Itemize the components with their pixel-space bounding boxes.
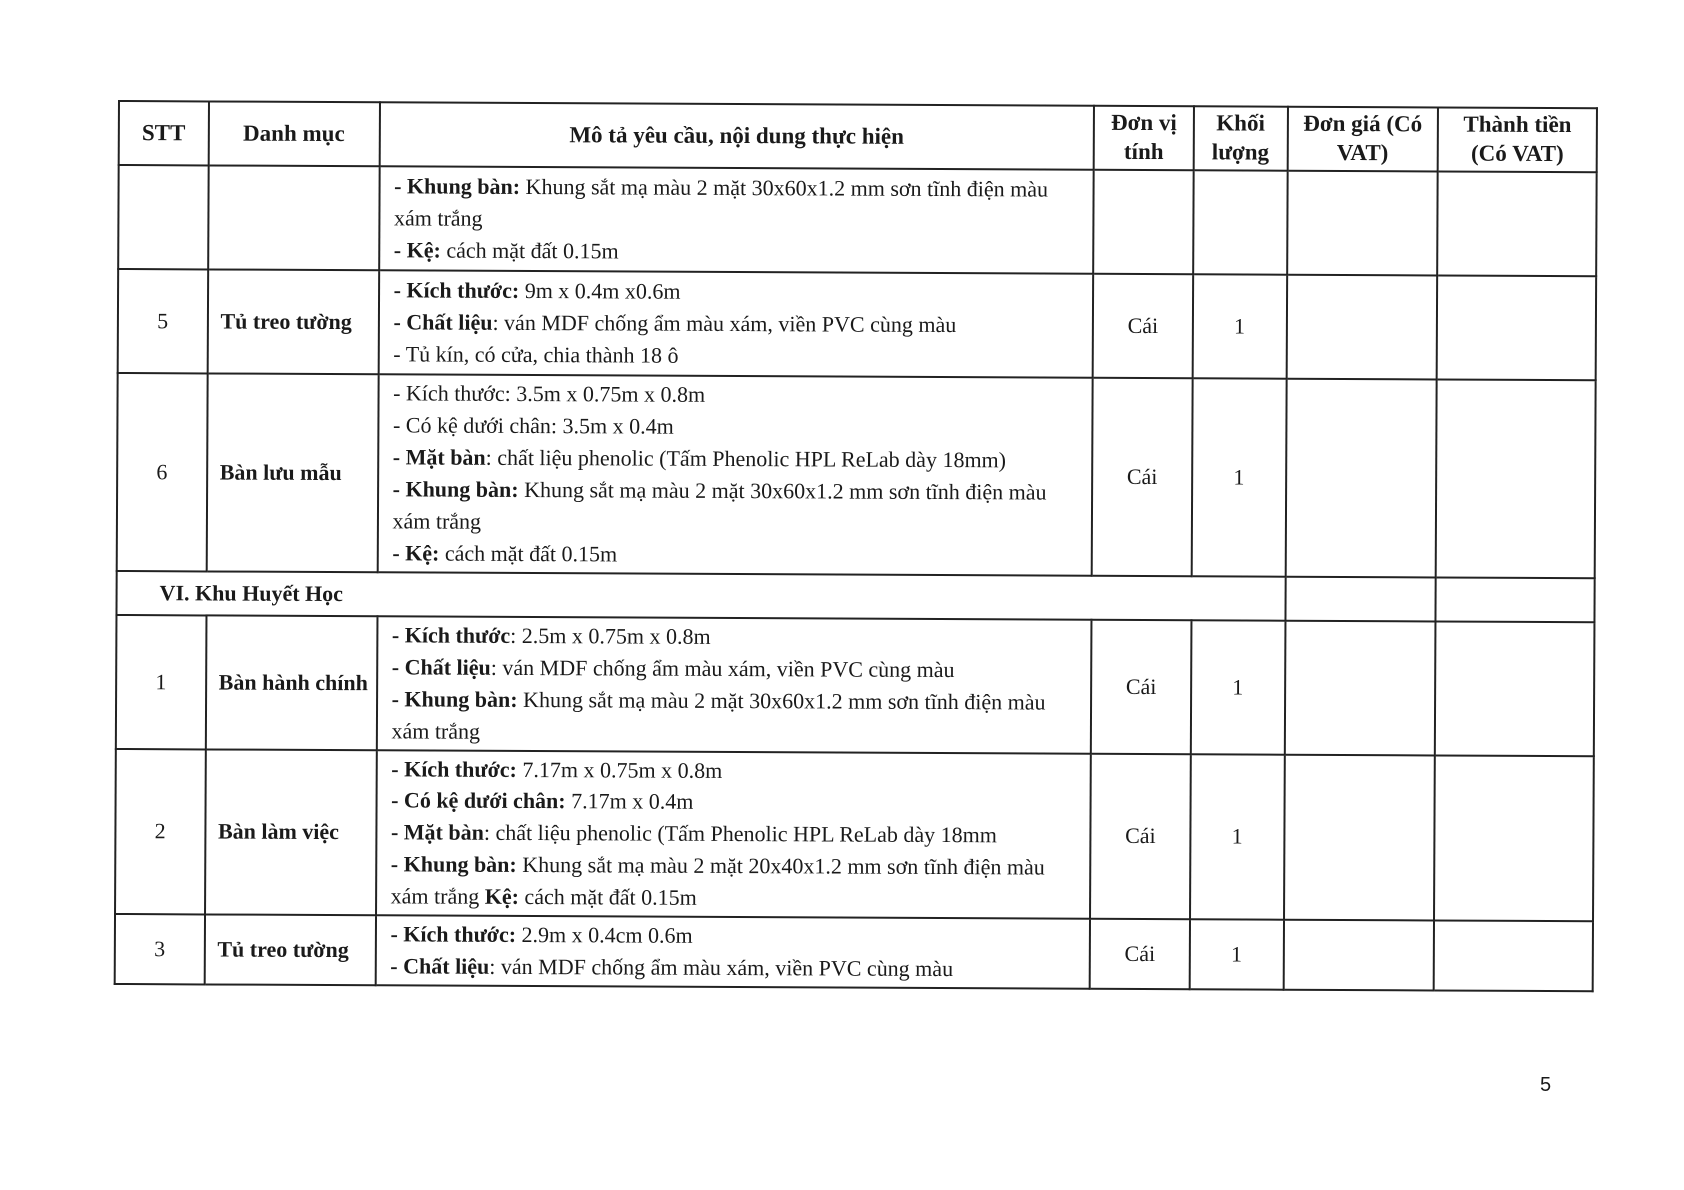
header-thanh-tien: Thành tiền (Có VAT)	[1438, 107, 1597, 172]
quantity-cell: 1	[1190, 919, 1284, 989]
stt-cell	[118, 165, 208, 269]
description-cell	[376, 750, 1091, 919]
unit-cell: Cái	[1090, 919, 1190, 989]
section-numeral: VI.	[159, 580, 190, 606]
unit-price-cell	[1286, 275, 1437, 380]
category-cell: Bàn lưu mẫu	[206, 373, 378, 572]
description-cell	[377, 374, 1093, 575]
category-cell: Bàn hành chính	[205, 615, 377, 749]
unit-cell: Cái	[1092, 378, 1193, 576]
unit-price-cell	[1285, 577, 1436, 622]
stt-cell: 6	[117, 373, 208, 571]
desc-line: - Khung bàn: Khung sắt mạ màu 2 mặt 30x60x1.2 mm sơn tĩnh điện màu xám trắng	[392, 476, 1047, 534]
category-cell: Bàn làm việc	[205, 749, 377, 915]
unit-price-cell	[1285, 379, 1437, 578]
header-danh-muc: Danh mục	[208, 101, 379, 166]
desc-line: - Có kệ dưới chân: 7.17m x 0.4m	[391, 787, 694, 815]
desc-line: - Kích thước: 7.17m x 0.75m x 0.8m	[391, 755, 723, 783]
description-cell	[376, 616, 1091, 753]
desc-line: - Chất liệu: ván MDF chống ẩm màu xám, viền PVC cùng màu	[390, 953, 954, 981]
unit-price-cell	[1283, 920, 1434, 991]
total-price-cell	[1436, 577, 1595, 622]
unit-cell: Cái	[1091, 620, 1191, 754]
description-cell	[375, 915, 1090, 988]
total-price-cell	[1434, 755, 1594, 921]
page-number: 5	[1540, 1074, 1552, 1096]
desc-line: - Kích thước: 9m x 0.4m x0.6m	[393, 277, 681, 304]
section-row	[116, 571, 1594, 622]
desc-line: - Kích thước: 2.5m x 0.75m x 0.8m	[391, 622, 711, 649]
section-title: Khu Huyết Học	[194, 580, 344, 607]
unit-price-cell	[1287, 171, 1438, 276]
total-price-cell	[1434, 920, 1593, 991]
desc-line: - Kích thước: 3.5m x 0.75m x 0.8m	[393, 380, 706, 408]
total-price-cell	[1435, 621, 1594, 755]
desc-line: - Tủ kín, có cửa, chia thành 18 ô	[393, 341, 679, 368]
quantity-cell: 1	[1192, 378, 1287, 576]
header-mo-ta: Mô tả yêu cầu, nội dung thực hiện	[379, 102, 1094, 169]
desc-line: - Chất liệu: ván MDF chống ẩm màu xám, viền PVC cùng màu	[391, 654, 955, 682]
stt-cell: 1	[116, 615, 206, 749]
header-stt: STT	[119, 101, 209, 165]
header-don-gia: Đơn giá (Có VAT)	[1287, 107, 1438, 172]
table-row	[116, 615, 1595, 756]
category-cell	[208, 165, 380, 270]
total-price-cell	[1437, 171, 1596, 276]
quantity-cell: 1	[1191, 620, 1285, 754]
stt-cell: 3	[115, 914, 205, 984]
unit-price-cell	[1284, 754, 1435, 920]
desc-line: - Khung bàn: Khung sắt mạ màu 2 mặt 30x60x1.2 mm sơn tĩnh điện màu xám trắng	[393, 173, 1049, 231]
category-cell: Tủ treo tường	[207, 269, 379, 374]
category-cell: Tủ treo tường	[204, 914, 375, 985]
desc-line: - Khung bàn: Khung sắt mạ màu 2 mặt 30x60x1.2 mm sơn tĩnh điện màu xám trắng	[391, 686, 1046, 744]
unit-cell: Cái	[1090, 753, 1191, 919]
total-price-cell	[1437, 275, 1596, 380]
table-header-row	[119, 101, 1597, 172]
desc-line: - Kệ: cách mặt đất 0.15m	[392, 540, 618, 567]
quantity-cell: 1	[1193, 274, 1287, 378]
total-price-cell	[1436, 379, 1596, 578]
desc-line: - Mặt bàn: chất liệu phenolic (Tấm Phenolic HPL ReLab dày 18mm)	[392, 444, 1007, 473]
table-row	[115, 749, 1594, 922]
description-cell	[379, 166, 1094, 273]
desc-line: - Kệ: cách mặt đất 0.15m	[393, 237, 619, 264]
quantity-cell: 1	[1190, 754, 1284, 920]
quantity-cell	[1193, 170, 1287, 274]
header-don-vi: Đơn vị tính	[1094, 106, 1194, 170]
table-row	[118, 269, 1596, 380]
desc-line: - Chất liệu: ván MDF chống ẩm màu xám, viền PVC cùng màu	[393, 309, 957, 338]
desc-line: - Mặt bàn: chất liệu phenolic (Tấm Phenolic HPL ReLab dày 18mm	[390, 819, 997, 848]
unit-price-cell	[1284, 621, 1435, 755]
desc-line: - Có kệ dưới chân: 3.5m x 0.4m	[392, 412, 674, 439]
section-title-cell	[116, 571, 1285, 621]
stt-cell: 2	[115, 749, 205, 915]
header-khoi-luong: Khối lượng	[1194, 106, 1288, 170]
table-row	[115, 914, 1593, 991]
unit-cell: Cái	[1093, 274, 1193, 378]
description-cell	[378, 270, 1093, 377]
specification-table	[114, 100, 1598, 992]
unit-cell	[1093, 170, 1193, 274]
table-row-continuation	[118, 165, 1596, 276]
desc-line: - Kích thước: 2.9m x 0.4cm 0.6m	[390, 921, 693, 948]
table-row	[117, 373, 1596, 578]
stt-cell: 5	[118, 269, 208, 373]
desc-line: - Khung bàn: Khung sắt mạ màu 2 mặt 20x40x1.2 mm sơn tĩnh điện màu xám trắng Kệ: cách mặt đất 0.15m	[390, 851, 1045, 910]
